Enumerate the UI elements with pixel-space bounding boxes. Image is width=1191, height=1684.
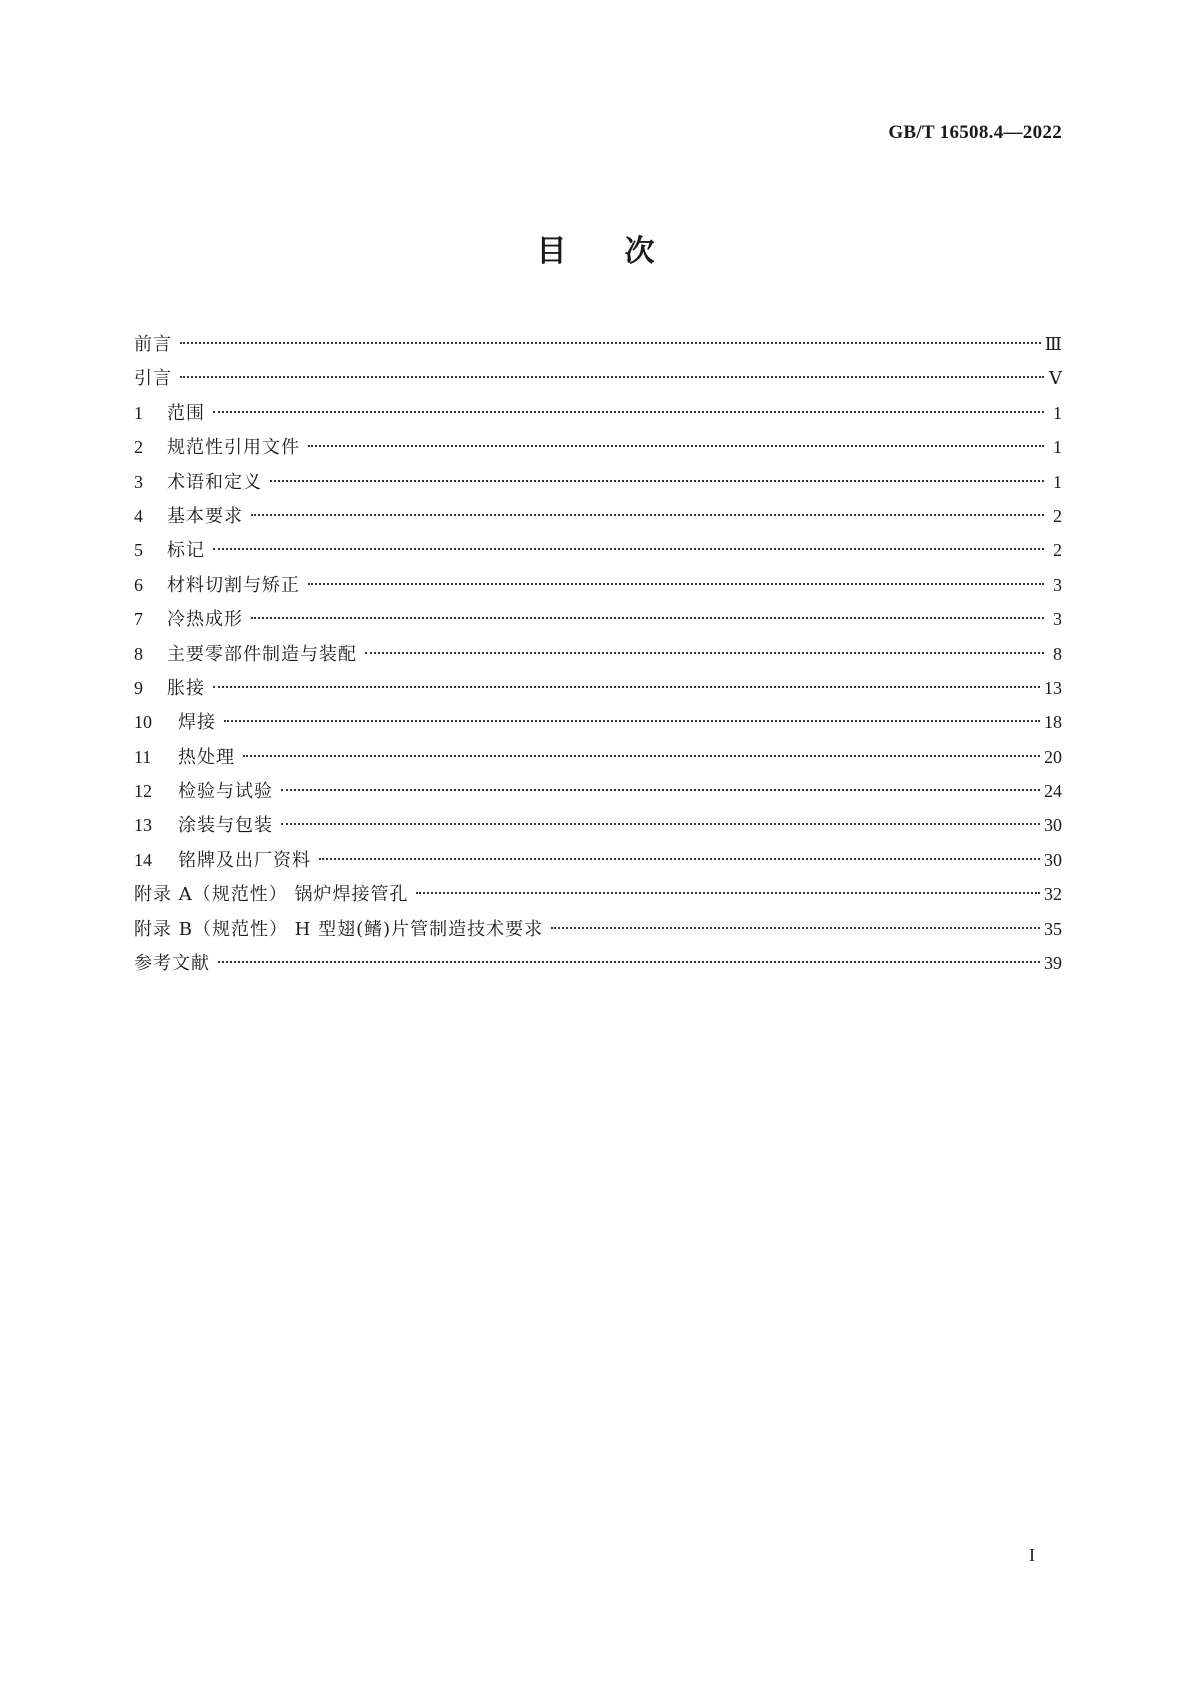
standard-code: GB/T 16508.4—2022 — [888, 122, 1062, 143]
toc-section-number: 6 — [134, 574, 143, 595]
dot-leader — [218, 961, 1040, 963]
toc-section-number: 9 — [134, 677, 143, 698]
toc-section-number: 12 — [134, 781, 152, 802]
toc-section-number: 8 — [134, 643, 143, 664]
toc-entry[interactable] — [134, 396, 1062, 430]
toc-section-number: 5 — [134, 540, 143, 561]
toc-section-number: 7 — [134, 609, 143, 630]
toc-entry[interactable] — [134, 774, 1062, 808]
toc-entry-title: 规范性引用文件 — [167, 437, 300, 459]
toc-entry[interactable] — [134, 912, 1062, 946]
toc-section-number: 11 — [134, 746, 152, 767]
toc-entry[interactable] — [134, 602, 1062, 636]
toc-page-number: 2 — [1053, 505, 1062, 526]
toc-entry-title: 涂装与包装 — [178, 815, 273, 837]
dot-leader — [213, 686, 1040, 688]
toc-entry-title: 冷热成形 — [167, 609, 243, 631]
toc-entry[interactable] — [134, 808, 1062, 842]
toc-entry-title: 焊接 — [178, 712, 216, 734]
dot-leader — [551, 927, 1040, 929]
toc-page-number: 3 — [1053, 574, 1062, 595]
dot-leader — [270, 480, 1044, 482]
toc-page-number: 3 — [1053, 609, 1062, 630]
dot-leader — [281, 789, 1040, 791]
toc-entry-title: 范围 — [167, 402, 205, 424]
dot-leader — [224, 720, 1040, 722]
toc-page-number: 2 — [1053, 540, 1062, 561]
toc-page-number: 30 — [1044, 849, 1062, 870]
toc-entry[interactable] — [134, 877, 1062, 911]
toc-section-number: 10 — [134, 712, 152, 733]
toc-entry-title: 标记 — [167, 540, 205, 562]
toc-page-number: 18 — [1044, 712, 1062, 733]
toc-entry[interactable] — [134, 843, 1062, 877]
toc-entry-title: 胀接 — [167, 677, 205, 699]
toc-entry-title: 材料切割与矫正 — [167, 574, 300, 596]
toc-page-number: Ⅴ — [1049, 368, 1062, 389]
toc-section-number: 14 — [134, 849, 152, 870]
toc-page-number: 39 — [1044, 953, 1062, 974]
dot-leader — [180, 376, 1044, 378]
toc-section-number: 3 — [134, 471, 143, 492]
dot-leader — [308, 445, 1044, 447]
toc-entry[interactable] — [134, 430, 1062, 464]
dot-leader — [243, 755, 1040, 757]
toc-entry[interactable] — [134, 465, 1062, 499]
dot-leader — [213, 411, 1044, 413]
page-number: I — [1029, 1545, 1035, 1565]
page-title: 目次 — [536, 234, 713, 269]
toc-entry-title: 铭牌及出厂资料 — [178, 849, 311, 871]
dot-leader — [365, 652, 1044, 654]
toc-entry-title: 主要零部件制造与装配 — [167, 643, 357, 665]
toc-entry-title: 参考文献 — [134, 953, 210, 975]
dot-leader — [213, 548, 1044, 550]
toc-section-number: 2 — [134, 437, 143, 458]
toc-entry[interactable] — [134, 946, 1062, 980]
toc-entry-title: 附录 B（规范性） H 型翅(鳍)片管制造技术要求 — [134, 918, 544, 940]
toc-entry[interactable] — [134, 740, 1062, 774]
toc-page-number: 35 — [1044, 918, 1062, 939]
toc-entry[interactable] — [134, 499, 1062, 533]
toc-entry[interactable] — [134, 671, 1062, 705]
toc-entry[interactable] — [134, 327, 1062, 361]
table-of-contents — [134, 327, 1062, 980]
toc-entry[interactable] — [134, 705, 1062, 739]
toc-page-number: 13 — [1044, 677, 1062, 698]
toc-entry[interactable] — [134, 637, 1062, 671]
dot-leader — [251, 514, 1044, 516]
dot-leader — [251, 617, 1044, 619]
toc-page-number: 1 — [1053, 402, 1062, 423]
toc-page-number: 1 — [1053, 437, 1062, 458]
toc-entry-title: 基本要求 — [167, 505, 243, 527]
toc-entry[interactable] — [134, 533, 1062, 567]
toc-page-number: 8 — [1053, 643, 1062, 664]
toc-section-number: 1 — [134, 402, 143, 423]
dot-leader — [308, 583, 1044, 585]
toc-entry[interactable] — [134, 361, 1062, 395]
toc-entry-title: 引言 — [134, 368, 172, 390]
dot-leader — [281, 823, 1040, 825]
dot-leader — [416, 892, 1040, 894]
toc-section-number: 4 — [134, 505, 143, 526]
toc-entry-title: 术语和定义 — [167, 471, 262, 493]
toc-page-number: Ⅲ — [1044, 334, 1062, 354]
toc-entry-title: 附录 A（规范性） 锅炉焊接管孔 — [134, 884, 409, 906]
toc-page-number: 20 — [1044, 746, 1062, 767]
toc-entry-title: 前言 — [134, 334, 172, 355]
toc-page-number: 32 — [1044, 884, 1062, 905]
toc-entry-title: 热处理 — [178, 746, 235, 768]
toc-page-number: 24 — [1044, 781, 1062, 802]
dot-leader — [319, 858, 1040, 860]
toc-entry-title: 检验与试验 — [178, 781, 273, 803]
toc-page-number: 30 — [1044, 815, 1062, 836]
toc-entry[interactable] — [134, 568, 1062, 602]
dot-leader — [180, 342, 1041, 344]
toc-section-number: 13 — [134, 815, 152, 836]
toc-page-number: 1 — [1053, 471, 1062, 492]
